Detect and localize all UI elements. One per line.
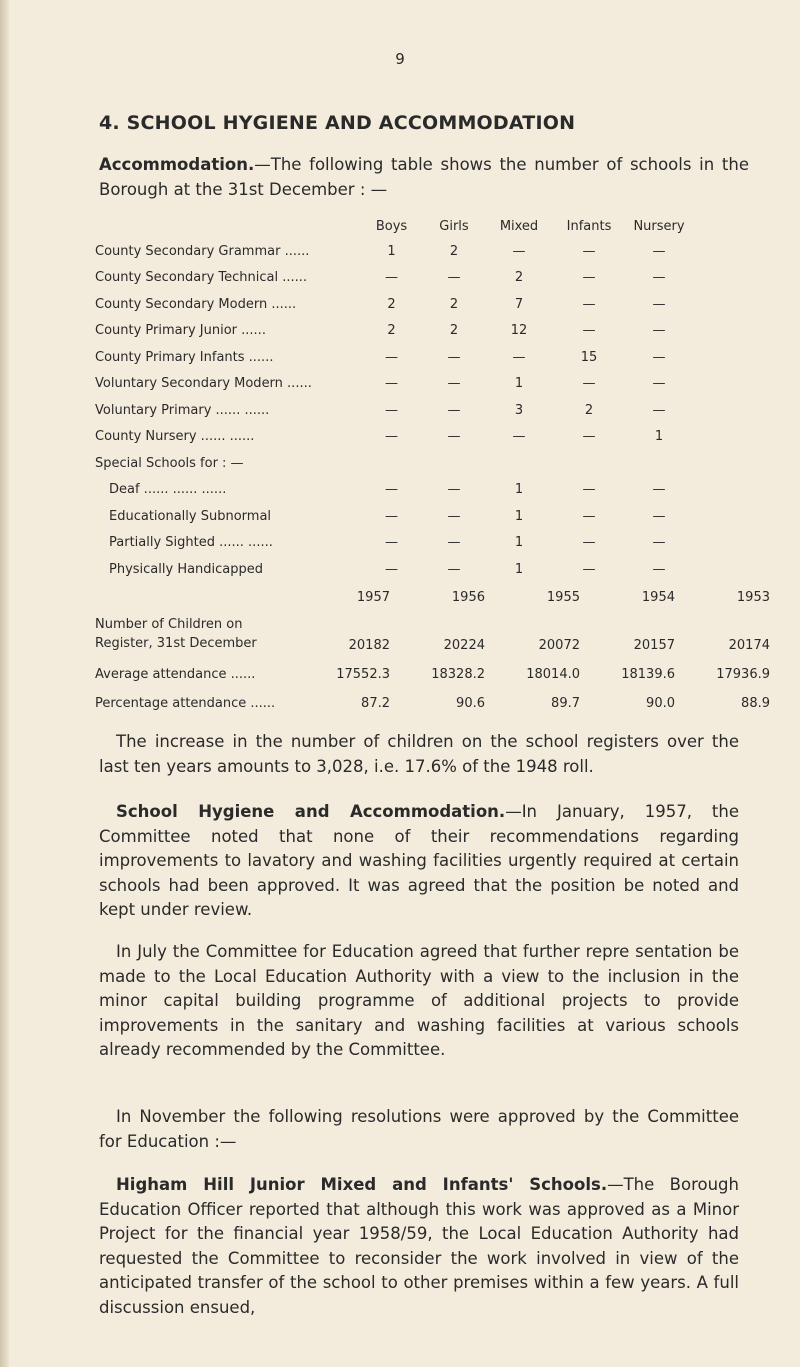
cell: — — [652, 402, 666, 418]
section-heading: 4. SCHOOL HYGIENE AND ACCOMMODATION — [99, 112, 576, 134]
intro-paragraph — [99, 152, 749, 202]
table-row — [95, 397, 694, 424]
cell: — — [512, 243, 526, 259]
cell: — — [385, 561, 398, 577]
cell: 17552.3 — [336, 667, 390, 682]
cell: — — [582, 482, 596, 498]
column-header: Girls — [439, 218, 469, 234]
cell: 12 — [510, 323, 528, 339]
increase-paragraph: The increase in the number of children on the school registers over the last ten years amounts to 3,028, i.e. 17.6% of the 1948 roll. — [99, 732, 739, 776]
row-label: County Secondary Modern ...... — [95, 296, 297, 312]
header-blank — [95, 214, 359, 238]
row-label: County Secondary Technical ...... — [95, 270, 308, 286]
cell: — — [582, 323, 596, 339]
cell: — — [582, 429, 596, 445]
cell: — — [582, 508, 596, 524]
row-label: Deaf ...... ...... ...... — [109, 482, 227, 498]
cell: — — [652, 508, 666, 524]
cell: 90.6 — [456, 696, 485, 711]
cell: 1 — [514, 535, 524, 551]
intro-runin-heading: Accommodation. — [99, 155, 255, 174]
year-header: 1956 — [451, 589, 485, 605]
column-header: Nursery — [633, 218, 685, 234]
cell: 20182 — [348, 638, 390, 653]
cell: — — [447, 535, 461, 551]
cell: — — [385, 402, 398, 418]
cell: — — [582, 535, 596, 551]
cell: — — [512, 349, 526, 365]
cell: — — [652, 296, 666, 312]
cell: — — [447, 376, 461, 392]
cell: — — [385, 535, 398, 551]
row-label: Voluntary Primary ...... ...... — [95, 402, 270, 418]
row-label: Partially Sighted ...... ...... — [109, 535, 273, 551]
cell: — — [447, 402, 461, 418]
cell: — — [652, 270, 666, 286]
row-label: County Secondary Grammar ...... — [95, 243, 310, 259]
row-label-line1: Number of Children on — [95, 617, 243, 632]
cell: — — [652, 561, 666, 577]
table-row — [95, 556, 694, 583]
cell: — — [385, 376, 398, 392]
cell: — — [385, 349, 398, 365]
higham-runin-heading: Higham Hill Junior Mixed and Infants' Schools. — [116, 1175, 608, 1194]
attendance-table — [95, 585, 770, 711]
cell: 1 — [514, 561, 524, 577]
cell: 3 — [514, 402, 524, 418]
higham-paragraph — [99, 1173, 739, 1320]
cell: — — [652, 349, 666, 365]
cell: — — [385, 482, 398, 498]
cell: 89.7 — [551, 696, 580, 711]
year-header: 1953 — [736, 589, 770, 605]
cell: — — [447, 270, 461, 286]
table-row — [95, 291, 694, 318]
column-header: Boys — [375, 218, 408, 234]
cell: 18014.0 — [526, 667, 580, 682]
cell: 15 — [580, 349, 598, 365]
cell: — — [652, 243, 666, 259]
cell: 18328.2 — [431, 667, 485, 682]
row-label-line2: Register, 31st December — [95, 636, 257, 651]
cell: — — [652, 376, 666, 392]
cell: 2 — [449, 243, 459, 259]
table-row — [95, 682, 770, 711]
row-label: Physically Handicapped — [109, 561, 264, 577]
attendance-table-header — [95, 585, 770, 609]
cell: 2 — [449, 323, 459, 339]
cell: — — [582, 296, 596, 312]
cell: — — [385, 270, 398, 286]
cell: 7 — [514, 296, 524, 312]
year-header: 1955 — [546, 589, 580, 605]
table-row — [95, 530, 694, 557]
cell: 17936.9 — [716, 667, 770, 682]
cell: 2 — [514, 270, 524, 286]
cell: — — [652, 535, 666, 551]
table-row — [95, 653, 770, 682]
cell: — — [447, 429, 461, 445]
row-label: Percentage attendance ...... — [95, 696, 276, 711]
november-paragraph: In November the following resolutions were approved by the Committee for Education :— — [99, 1107, 739, 1151]
column-header: Mixed — [499, 218, 539, 234]
cell: — — [582, 561, 596, 577]
year-header: 1957 — [356, 589, 390, 605]
cell: — — [582, 270, 596, 286]
table-row — [95, 503, 694, 530]
cell: 88.9 — [741, 696, 770, 711]
special-schools-heading-row — [95, 450, 694, 477]
hygiene-runin-heading: School Hygiene and Accommodation. — [116, 802, 506, 821]
cell: 87.2 — [361, 696, 390, 711]
cell: 20174 — [728, 638, 770, 653]
row-label — [95, 609, 295, 653]
binding-edge — [0, 0, 9, 1367]
cell: 20157 — [633, 638, 675, 653]
cell: — — [512, 429, 526, 445]
table-row — [95, 609, 770, 653]
cell: 1 — [387, 243, 396, 259]
table-row — [95, 238, 694, 265]
row-label: County Nursery ...... ...... — [95, 429, 255, 445]
cell: — — [447, 482, 461, 498]
page-number: 9 — [395, 50, 405, 68]
cell: 2 — [449, 296, 459, 312]
cell: — — [447, 508, 461, 524]
july-paragraph: In July the Committee for Education agreed that further repre sentation be made to the Local Education Authority with a view to the inclusion in the minor capital building programme of additional projects to provide improvements in the sanitary and washing facilities at various schools already recommended by the Committee. — [99, 942, 739, 1059]
cell: 90.0 — [646, 696, 675, 711]
hygiene-text: —In January, 1957, the Committee noted that none of their recommendations regarding improvements to lavatory and washing facilities urgently required at certain schools had been approved. It was agreed that the position be noted and kept under review. — [99, 802, 739, 919]
cell: — — [652, 482, 666, 498]
cell: 2 — [387, 323, 396, 339]
row-label: County Primary Infants ...... — [95, 349, 274, 365]
cell: 20224 — [443, 638, 485, 653]
higham-text: —The Borough Education Officer reported that although this work was approved as a Minor Project for the financial year 1958/59, the Local Education Authority had requested the Committee to reconsider the work involved in view of the anticipated transfer of the school to other premises within a few years. A full discussion ensued, — [99, 1175, 739, 1317]
hygiene-paragraph — [99, 800, 739, 923]
row-label: Educationally Subnormal — [109, 508, 272, 524]
cell: 1 — [514, 482, 524, 498]
row-label: County Primary Junior ...... — [95, 323, 266, 339]
header-blank — [95, 585, 295, 609]
intro-text: —The following table shows the number of schools in the Borough at the 31st December : — — [99, 155, 749, 199]
special-schools-heading: Special Schools for : — — [95, 455, 244, 471]
cell: 2 — [387, 296, 396, 312]
cell: — — [447, 349, 461, 365]
year-header: 1954 — [641, 589, 675, 605]
cell: 1 — [514, 376, 524, 392]
cell: — — [582, 243, 596, 259]
cell: — — [582, 376, 596, 392]
cell: 1 — [654, 429, 664, 445]
column-header: Infants — [566, 218, 612, 234]
schools-table-header — [95, 214, 694, 238]
cell: — — [447, 561, 461, 577]
row-label: Average attendance ...... — [95, 667, 256, 682]
cell: 2 — [584, 402, 594, 418]
cell: 20072 — [538, 638, 580, 653]
table-row — [95, 265, 694, 292]
table-row — [95, 424, 694, 451]
table-row — [95, 477, 694, 504]
cell: 1 — [514, 508, 524, 524]
cell: — — [652, 323, 666, 339]
row-label: Voluntary Secondary Modern ...... — [95, 376, 312, 392]
schools-table — [95, 214, 694, 583]
cell: — — [385, 429, 398, 445]
table-row — [95, 344, 694, 371]
table-row — [95, 371, 694, 398]
table-row — [95, 318, 694, 345]
cell: — — [385, 508, 398, 524]
cell: 18139.6 — [621, 667, 675, 682]
